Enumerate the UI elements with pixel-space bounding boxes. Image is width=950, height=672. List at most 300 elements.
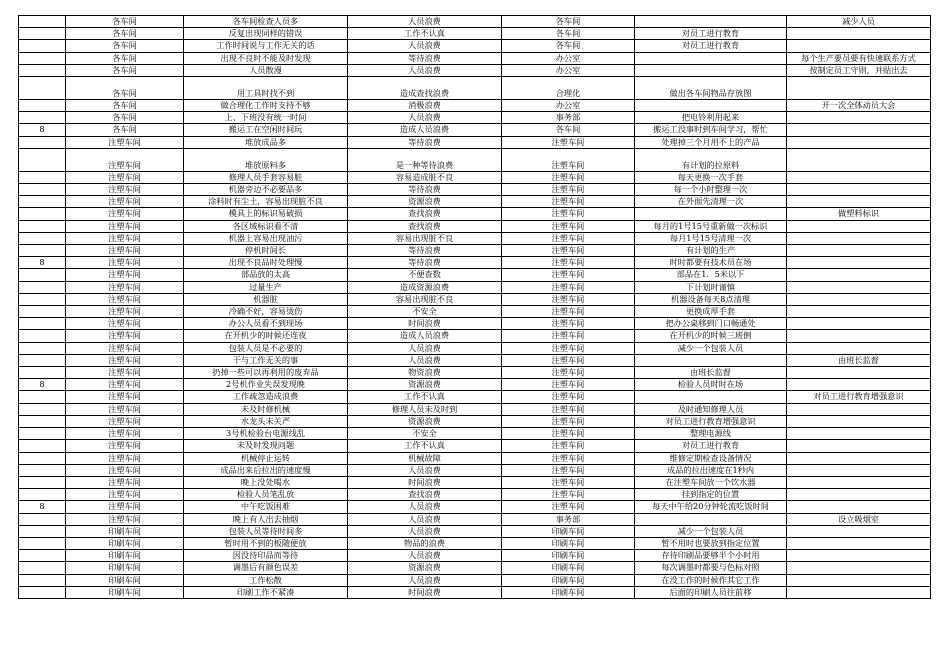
waste-type-cell[interactable]: 容易造成脏不良 xyxy=(348,171,502,183)
note-cell[interactable] xyxy=(787,306,931,318)
waste-type-cell[interactable]: 查找浪费 xyxy=(348,220,502,232)
measure-cell[interactable]: 更换成厚手套 xyxy=(635,306,787,318)
waste-type-cell[interactable]: 人员浪费 xyxy=(348,464,502,476)
row-number-cell[interactable] xyxy=(19,574,66,586)
note-cell[interactable] xyxy=(787,428,931,440)
note-cell[interactable] xyxy=(787,379,931,391)
row-number-cell[interactable] xyxy=(19,77,66,100)
responsible-dept-cell[interactable]: 注塑车间 xyxy=(502,342,635,354)
row-number-cell[interactable]: 8 xyxy=(19,124,66,136)
row-number-cell[interactable] xyxy=(19,64,66,76)
department-cell[interactable]: 注塑车间 xyxy=(66,257,184,269)
issue-cell[interactable]: 堆放成品多 xyxy=(184,136,348,148)
issue-cell[interactable]: 调墨后有颜色误差 xyxy=(184,562,348,574)
department-cell[interactable]: 注塑车间 xyxy=(66,293,184,305)
issue-cell[interactable]: 包装人员是不必要的 xyxy=(184,342,348,354)
measure-cell[interactable]: 每一个小时整理一次 xyxy=(635,184,787,196)
department-cell[interactable]: 印刷车间 xyxy=(66,562,184,574)
department-cell[interactable]: 各车间 xyxy=(66,40,184,52)
row-number-cell[interactable] xyxy=(19,464,66,476)
department-cell[interactable]: 注塑车间 xyxy=(66,232,184,244)
issue-cell[interactable]: 暂时用不到的板随便放 xyxy=(184,537,348,549)
issue-cell[interactable]: 扔掉一些可以再利用的废弃品 xyxy=(184,367,348,379)
row-number-cell[interactable] xyxy=(19,293,66,305)
note-cell[interactable] xyxy=(787,220,931,232)
note-cell[interactable] xyxy=(787,124,931,136)
issue-cell[interactable]: 干与工作无关的事 xyxy=(184,354,348,366)
row-number-cell[interactable] xyxy=(19,586,66,598)
department-cell[interactable]: 注塑车间 xyxy=(66,476,184,488)
responsible-dept-cell[interactable]: 注塑车间 xyxy=(502,330,635,342)
issue-cell[interactable]: 包装人员等待时间多 xyxy=(184,525,348,537)
waste-type-cell[interactable]: 资源浪费 xyxy=(348,562,502,574)
department-cell[interactable]: 注塑车间 xyxy=(66,342,184,354)
issue-cell[interactable]: 搬运工在空闲时间玩 xyxy=(184,124,348,136)
responsible-dept-cell[interactable]: 各车间 xyxy=(502,40,635,52)
waste-type-cell[interactable]: 造成人员浪费 xyxy=(348,330,502,342)
row-number-cell[interactable] xyxy=(19,342,66,354)
row-number-cell[interactable] xyxy=(19,354,66,366)
measure-cell[interactable]: 对员工进行教育 xyxy=(635,40,787,52)
responsible-dept-cell[interactable]: 印刷车间 xyxy=(502,574,635,586)
row-number-cell[interactable] xyxy=(19,16,66,28)
row-number-cell[interactable] xyxy=(19,318,66,330)
measure-cell[interactable]: 每天更换一次手套 xyxy=(635,171,787,183)
responsible-dept-cell[interactable]: 注塑车间 xyxy=(502,184,635,196)
responsible-dept-cell[interactable]: 注塑车间 xyxy=(502,196,635,208)
note-cell[interactable] xyxy=(787,257,931,269)
note-cell[interactable] xyxy=(787,148,931,171)
row-number-cell[interactable] xyxy=(19,100,66,112)
waste-type-cell[interactable]: 等待浪费 xyxy=(348,136,502,148)
measure-cell[interactable]: 由班长监督 xyxy=(635,367,787,379)
note-cell[interactable] xyxy=(787,586,931,598)
note-cell[interactable] xyxy=(787,318,931,330)
note-cell[interactable] xyxy=(787,464,931,476)
note-cell[interactable]: 减少人员 xyxy=(787,16,931,28)
waste-type-cell[interactable]: 人员浪费 xyxy=(348,513,502,525)
waste-type-cell[interactable]: 不安全 xyxy=(348,428,502,440)
waste-type-cell[interactable]: 资源浪费 xyxy=(348,415,502,427)
waste-type-cell[interactable]: 造成人员浪费 xyxy=(348,124,502,136)
issue-cell[interactable]: 人员散漫 xyxy=(184,64,348,76)
measure-cell[interactable]: 减少一个包装人员 xyxy=(635,342,787,354)
department-cell[interactable]: 各车间 xyxy=(66,52,184,64)
row-number-cell[interactable] xyxy=(19,452,66,464)
issue-cell[interactable]: 工作时间说与工作无关的话 xyxy=(184,40,348,52)
waste-type-cell[interactable]: 消极浪费 xyxy=(348,100,502,112)
note-cell[interactable] xyxy=(787,501,931,513)
row-number-cell[interactable] xyxy=(19,148,66,171)
department-cell[interactable]: 注塑车间 xyxy=(66,501,184,513)
department-cell[interactable]: 印刷车间 xyxy=(66,550,184,562)
issue-cell[interactable]: 出现不良时不能及时发现 xyxy=(184,52,348,64)
issue-cell[interactable]: 工作松散 xyxy=(184,574,348,586)
note-cell[interactable] xyxy=(787,196,931,208)
department-cell[interactable]: 注塑车间 xyxy=(66,148,184,171)
measure-cell[interactable] xyxy=(635,52,787,64)
row-number-cell[interactable] xyxy=(19,513,66,525)
waste-type-cell[interactable]: 人员浪费 xyxy=(348,40,502,52)
waste-type-cell[interactable]: 修理人员未及时到 xyxy=(348,403,502,415)
issue-cell[interactable]: 晚上没处喝水 xyxy=(184,476,348,488)
note-cell[interactable] xyxy=(787,28,931,40)
note-cell[interactable] xyxy=(787,112,931,124)
note-cell[interactable] xyxy=(787,330,931,342)
department-cell[interactable]: 注塑车间 xyxy=(66,440,184,452)
responsible-dept-cell[interactable]: 办公室 xyxy=(502,64,635,76)
issue-cell[interactable]: 水龙头未关严 xyxy=(184,415,348,427)
responsible-dept-cell[interactable]: 注塑车间 xyxy=(502,257,635,269)
waste-type-cell[interactable]: 容易出现脏不良 xyxy=(348,293,502,305)
issue-cell[interactable]: 机器上容易出现油污 xyxy=(184,232,348,244)
responsible-dept-cell[interactable]: 注塑车间 xyxy=(502,452,635,464)
issue-cell[interactable]: 修理人员手套容易脏 xyxy=(184,171,348,183)
responsible-dept-cell[interactable]: 印刷车间 xyxy=(502,562,635,574)
measure-cell[interactable]: 机器设备每天8点清理 xyxy=(635,293,787,305)
waste-type-cell[interactable]: 工作不认真 xyxy=(348,391,502,403)
waste-type-cell[interactable]: 时间浪费 xyxy=(348,476,502,488)
row-number-cell[interactable] xyxy=(19,537,66,549)
department-cell[interactable]: 印刷车间 xyxy=(66,574,184,586)
responsible-dept-cell[interactable]: 注塑车间 xyxy=(502,306,635,318)
issue-cell[interactable]: 机器脏 xyxy=(184,293,348,305)
measure-cell[interactable]: 及时通知修理人员 xyxy=(635,403,787,415)
waste-type-cell[interactable]: 不便查数 xyxy=(348,269,502,281)
responsible-dept-cell[interactable]: 注塑车间 xyxy=(502,232,635,244)
waste-type-cell[interactable]: 不安全 xyxy=(348,306,502,318)
department-cell[interactable]: 各车间 xyxy=(66,16,184,28)
note-cell[interactable] xyxy=(787,440,931,452)
measure-cell[interactable] xyxy=(635,16,787,28)
responsible-dept-cell[interactable]: 注塑车间 xyxy=(502,148,635,171)
department-cell[interactable]: 注塑车间 xyxy=(66,208,184,220)
note-cell[interactable] xyxy=(787,489,931,501)
measure-cell[interactable]: 有计划的生产 xyxy=(635,245,787,257)
row-number-cell[interactable]: 8 xyxy=(19,257,66,269)
note-cell[interactable] xyxy=(787,476,931,488)
department-cell[interactable]: 印刷车间 xyxy=(66,537,184,549)
measure-cell[interactable] xyxy=(635,100,787,112)
waste-type-cell[interactable]: 等待浪费 xyxy=(348,245,502,257)
row-number-cell[interactable] xyxy=(19,220,66,232)
row-number-cell[interactable] xyxy=(19,562,66,574)
row-number-cell[interactable] xyxy=(19,208,66,220)
waste-type-cell[interactable]: 是一种等待浪费 xyxy=(348,148,502,171)
row-number-cell[interactable] xyxy=(19,245,66,257)
issue-cell[interactable]: 涂料时有尘土，容易出现脏不良 xyxy=(184,196,348,208)
department-cell[interactable]: 注塑车间 xyxy=(66,330,184,342)
measure-cell[interactable]: 每天中午给20分钟轮流吃饭时间 xyxy=(635,501,787,513)
waste-type-cell[interactable]: 人员浪费 xyxy=(348,16,502,28)
waste-type-cell[interactable]: 人员浪费 xyxy=(348,525,502,537)
waste-type-cell[interactable]: 机械故障 xyxy=(348,452,502,464)
measure-cell[interactable]: 后面的印刷人员往前移 xyxy=(635,586,787,598)
issue-cell[interactable]: 用工具时找不到 xyxy=(184,77,348,100)
row-number-cell[interactable] xyxy=(19,428,66,440)
department-cell[interactable]: 注塑车间 xyxy=(66,306,184,318)
row-number-cell[interactable] xyxy=(19,52,66,64)
note-cell[interactable]: 做塑料标识 xyxy=(787,208,931,220)
department-cell[interactable]: 注塑车间 xyxy=(66,136,184,148)
issue-cell[interactable]: 出现不良品时处理慢 xyxy=(184,257,348,269)
note-cell[interactable] xyxy=(787,232,931,244)
responsible-dept-cell[interactable]: 注塑车间 xyxy=(502,367,635,379)
responsible-dept-cell[interactable]: 注塑车间 xyxy=(502,403,635,415)
responsible-dept-cell[interactable]: 注塑车间 xyxy=(502,293,635,305)
row-number-cell[interactable] xyxy=(19,330,66,342)
department-cell[interactable]: 注塑车间 xyxy=(66,367,184,379)
waste-type-cell[interactable]: 造成资源浪费 xyxy=(348,281,502,293)
row-number-cell[interactable] xyxy=(19,550,66,562)
issue-cell[interactable]: 3号机检验台电源线乱 xyxy=(184,428,348,440)
measure-cell[interactable]: 在开机少的时候三班倒 xyxy=(635,330,787,342)
measure-cell[interactable]: 挂到指定的位置 xyxy=(635,489,787,501)
measure-cell[interactable]: 维修定期检查设备情况 xyxy=(635,452,787,464)
note-cell[interactable] xyxy=(787,281,931,293)
issue-cell[interactable]: 机器旁边不必要品多 xyxy=(184,184,348,196)
department-cell[interactable]: 注塑车间 xyxy=(66,245,184,257)
note-cell[interactable] xyxy=(787,245,931,257)
issue-cell[interactable]: 2号机作业失误发现晚 xyxy=(184,379,348,391)
measure-cell[interactable] xyxy=(635,208,787,220)
measure-cell[interactable]: 对员工进行教育 xyxy=(635,440,787,452)
measure-cell[interactable]: 在外面先清理一次 xyxy=(635,196,787,208)
responsible-dept-cell[interactable]: 注塑车间 xyxy=(502,428,635,440)
measure-cell[interactable]: 下计划时谨慎 xyxy=(635,281,787,293)
note-cell[interactable]: 由班长监督 xyxy=(787,354,931,366)
department-cell[interactable]: 各车间 xyxy=(66,28,184,40)
waste-type-cell[interactable]: 容易出现脏不良 xyxy=(348,232,502,244)
measure-cell[interactable]: 成品的拉出速度在1秒内 xyxy=(635,464,787,476)
row-number-cell[interactable] xyxy=(19,28,66,40)
measure-cell[interactable]: 把电铃利用起来 xyxy=(635,112,787,124)
note-cell[interactable] xyxy=(787,574,931,586)
responsible-dept-cell[interactable]: 办公室 xyxy=(502,100,635,112)
note-cell[interactable] xyxy=(787,403,931,415)
department-cell[interactable]: 注塑车间 xyxy=(66,452,184,464)
measure-cell[interactable]: 每月1号15号清理一次 xyxy=(635,232,787,244)
note-cell[interactable]: 每个生产要员要有快速联系方式 xyxy=(787,52,931,64)
note-cell[interactable]: 对员工进行教育增强意识 xyxy=(787,391,931,403)
row-number-cell[interactable] xyxy=(19,476,66,488)
row-number-cell[interactable] xyxy=(19,367,66,379)
note-cell[interactable] xyxy=(787,525,931,537)
waste-type-cell[interactable]: 等待浪费 xyxy=(348,184,502,196)
responsible-dept-cell[interactable]: 注塑车间 xyxy=(502,245,635,257)
measure-cell[interactable] xyxy=(635,354,787,366)
note-cell[interactable] xyxy=(787,342,931,354)
department-cell[interactable]: 注塑车间 xyxy=(66,354,184,366)
responsible-dept-cell[interactable]: 注塑车间 xyxy=(502,281,635,293)
responsible-dept-cell[interactable]: 印刷车间 xyxy=(502,550,635,562)
note-cell[interactable] xyxy=(787,171,931,183)
issue-cell[interactable]: 晚上有人出去抽烟 xyxy=(184,513,348,525)
row-number-cell[interactable] xyxy=(19,415,66,427)
measure-cell[interactable]: 存待印刷品要够半个小时用 xyxy=(635,550,787,562)
issue-cell[interactable]: 各车间检查人员多 xyxy=(184,16,348,28)
responsible-dept-cell[interactable]: 注塑车间 xyxy=(502,354,635,366)
waste-type-cell[interactable]: 资源浪费 xyxy=(348,379,502,391)
note-cell[interactable] xyxy=(787,40,931,52)
responsible-dept-cell[interactable]: 各车间 xyxy=(502,28,635,40)
waste-type-cell[interactable]: 物资浪费 xyxy=(348,367,502,379)
row-number-cell[interactable] xyxy=(19,391,66,403)
department-cell[interactable]: 注塑车间 xyxy=(66,318,184,330)
responsible-dept-cell[interactable]: 事务部 xyxy=(502,112,635,124)
department-cell[interactable]: 各车间 xyxy=(66,64,184,76)
measure-cell[interactable]: 对员工进行教育增强意识 xyxy=(635,415,787,427)
note-cell[interactable] xyxy=(787,269,931,281)
department-cell[interactable]: 注塑车间 xyxy=(66,184,184,196)
department-cell[interactable]: 印刷车间 xyxy=(66,525,184,537)
measure-cell[interactable]: 处理掉三个月用不上的产品 xyxy=(635,136,787,148)
measure-cell[interactable]: 在没工作的时候作其它工作 xyxy=(635,574,787,586)
row-number-cell[interactable] xyxy=(19,269,66,281)
waste-type-cell[interactable]: 人员浪费 xyxy=(348,342,502,354)
responsible-dept-cell[interactable]: 注塑车间 xyxy=(502,440,635,452)
measure-cell[interactable]: 在注塑车间放一个饮水器 xyxy=(635,476,787,488)
measure-cell[interactable]: 部品在1．5米以下 xyxy=(635,269,787,281)
issue-cell[interactable]: 堆放原料多 xyxy=(184,148,348,171)
measure-cell[interactable] xyxy=(635,513,787,525)
note-cell[interactable] xyxy=(787,136,931,148)
issue-cell[interactable]: 反复出现同样的错误 xyxy=(184,28,348,40)
note-cell[interactable] xyxy=(787,293,931,305)
issue-cell[interactable]: 办公人员看不到现场 xyxy=(184,318,348,330)
note-cell[interactable] xyxy=(787,537,931,549)
row-number-cell[interactable]: 8 xyxy=(19,501,66,513)
issue-cell[interactable]: 模具上的标识易破损 xyxy=(184,208,348,220)
responsible-dept-cell[interactable]: 注塑车间 xyxy=(502,379,635,391)
waste-type-cell[interactable]: 人员浪费 xyxy=(348,112,502,124)
responsible-dept-cell[interactable]: 办公室 xyxy=(502,52,635,64)
issue-cell[interactable]: 停机时间长 xyxy=(184,245,348,257)
responsible-dept-cell[interactable]: 各车间 xyxy=(502,124,635,136)
note-cell[interactable] xyxy=(787,550,931,562)
issue-cell[interactable]: 各区域标识看不清 xyxy=(184,220,348,232)
waste-type-cell[interactable]: 物品的浪费 xyxy=(348,537,502,549)
waste-type-cell[interactable]: 查找浪费 xyxy=(348,208,502,220)
department-cell[interactable]: 各车间 xyxy=(66,100,184,112)
row-number-cell[interactable] xyxy=(19,489,66,501)
issue-cell[interactable]: 过量生产 xyxy=(184,281,348,293)
responsible-dept-cell[interactable]: 注塑车间 xyxy=(502,318,635,330)
issue-cell[interactable]: 上、下班没有统一时间 xyxy=(184,112,348,124)
measure-cell[interactable]: 整理电源线 xyxy=(635,428,787,440)
issue-cell[interactable]: 印刷工作不紧凑 xyxy=(184,586,348,598)
department-cell[interactable]: 注塑车间 xyxy=(66,220,184,232)
responsible-dept-cell[interactable]: 注塑车间 xyxy=(502,489,635,501)
waste-type-cell[interactable]: 等待浪费 xyxy=(348,52,502,64)
responsible-dept-cell[interactable]: 注塑车间 xyxy=(502,220,635,232)
responsible-dept-cell[interactable]: 事务部 xyxy=(502,513,635,525)
waste-type-cell[interactable]: 人员浪费 xyxy=(348,354,502,366)
row-number-cell[interactable] xyxy=(19,440,66,452)
responsible-dept-cell[interactable]: 印刷车间 xyxy=(502,586,635,598)
issue-cell[interactable]: 因没待印品而等待 xyxy=(184,550,348,562)
responsible-dept-cell[interactable]: 注塑车间 xyxy=(502,171,635,183)
row-number-cell[interactable] xyxy=(19,403,66,415)
department-cell[interactable]: 注塑车间 xyxy=(66,513,184,525)
issue-cell[interactable]: 机械停止运转 xyxy=(184,452,348,464)
measure-cell[interactable]: 暂不用时也要放到指定位置 xyxy=(635,537,787,549)
note-cell[interactable]: 按制定员工守则，并贴出去 xyxy=(787,64,931,76)
department-cell[interactable]: 注塑车间 xyxy=(66,171,184,183)
waste-type-cell[interactable]: 时间浪费 xyxy=(348,586,502,598)
row-number-cell[interactable] xyxy=(19,171,66,183)
responsible-dept-cell[interactable]: 印刷车间 xyxy=(502,537,635,549)
responsible-dept-cell[interactable]: 注塑车间 xyxy=(502,501,635,513)
note-cell[interactable] xyxy=(787,184,931,196)
issue-cell[interactable]: 未及时发现问题 xyxy=(184,440,348,452)
note-cell[interactable] xyxy=(787,415,931,427)
department-cell[interactable]: 各车间 xyxy=(66,77,184,100)
note-cell[interactable] xyxy=(787,452,931,464)
note-cell[interactable] xyxy=(787,367,931,379)
row-number-cell[interactable] xyxy=(19,136,66,148)
issue-cell[interactable]: 在开机少的时候还连夜 xyxy=(184,330,348,342)
responsible-dept-cell[interactable]: 注塑车间 xyxy=(502,464,635,476)
waste-type-cell[interactable]: 人员浪费 xyxy=(348,550,502,562)
issue-cell[interactable]: 冷确不好，容易烫伤 xyxy=(184,306,348,318)
row-number-cell[interactable] xyxy=(19,196,66,208)
issue-cell[interactable]: 工作疏忽造成浪费 xyxy=(184,391,348,403)
measure-cell[interactable] xyxy=(635,391,787,403)
measure-cell[interactable] xyxy=(635,64,787,76)
responsible-dept-cell[interactable]: 注塑车间 xyxy=(502,415,635,427)
department-cell[interactable]: 注塑车间 xyxy=(66,428,184,440)
measure-cell[interactable]: 检验人员时时在场 xyxy=(635,379,787,391)
measure-cell[interactable]: 每月的1号15号重新做一次标识 xyxy=(635,220,787,232)
measure-cell[interactable]: 时时都要有技术员在场 xyxy=(635,257,787,269)
responsible-dept-cell[interactable]: 注塑车间 xyxy=(502,269,635,281)
measure-cell[interactable]: 有计划的拉原料 xyxy=(635,148,787,171)
department-cell[interactable]: 注塑车间 xyxy=(66,269,184,281)
note-cell[interactable]: 开一次全体动员大会 xyxy=(787,100,931,112)
waste-type-cell[interactable]: 人员浪费 xyxy=(348,64,502,76)
row-number-cell[interactable] xyxy=(19,281,66,293)
waste-type-cell[interactable]: 资源浪费 xyxy=(348,196,502,208)
responsible-dept-cell[interactable]: 注塑车间 xyxy=(502,208,635,220)
measure-cell[interactable]: 减少一个包装人员 xyxy=(635,525,787,537)
department-cell[interactable]: 注塑车间 xyxy=(66,403,184,415)
responsible-dept-cell[interactable]: 合理化 xyxy=(502,77,635,100)
department-cell[interactable]: 注塑车间 xyxy=(66,415,184,427)
department-cell[interactable]: 各车间 xyxy=(66,112,184,124)
issue-cell[interactable]: 做合理化工作时支持不够 xyxy=(184,100,348,112)
waste-type-cell[interactable]: 工作不认真 xyxy=(348,28,502,40)
measure-cell[interactable]: 搬运工没事时到车间学习，帮忙 xyxy=(635,124,787,136)
measure-cell[interactable]: 对员工进行教育 xyxy=(635,28,787,40)
row-number-cell[interactable] xyxy=(19,40,66,52)
responsible-dept-cell[interactable]: 注塑车间 xyxy=(502,476,635,488)
department-cell[interactable]: 印刷车间 xyxy=(66,586,184,598)
department-cell[interactable]: 注塑车间 xyxy=(66,391,184,403)
note-cell[interactable]: 设立吸烟室 xyxy=(787,513,931,525)
row-number-cell[interactable] xyxy=(19,184,66,196)
row-number-cell[interactable] xyxy=(19,306,66,318)
department-cell[interactable]: 注塑车间 xyxy=(66,489,184,501)
issue-cell[interactable]: 成品出来后拉出的速度慢 xyxy=(184,464,348,476)
measure-cell[interactable]: 做出各车间物品存放图 xyxy=(635,77,787,100)
issue-cell[interactable]: 检验人员笔乱放 xyxy=(184,489,348,501)
row-number-cell[interactable] xyxy=(19,112,66,124)
responsible-dept-cell[interactable]: 注塑车间 xyxy=(502,136,635,148)
department-cell[interactable]: 各车间 xyxy=(66,124,184,136)
waste-type-cell[interactable]: 查找浪费 xyxy=(348,489,502,501)
note-cell[interactable] xyxy=(787,77,931,100)
